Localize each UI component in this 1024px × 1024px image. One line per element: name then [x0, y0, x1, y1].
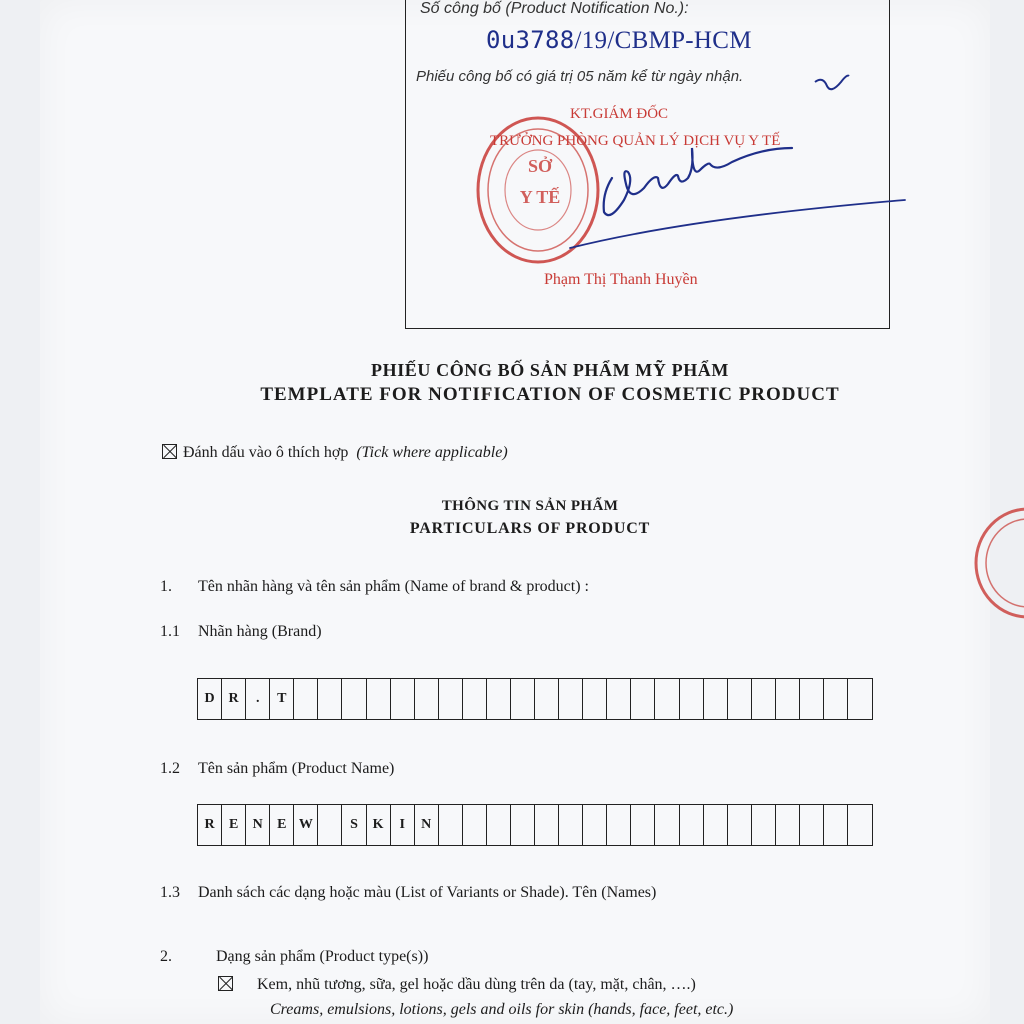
- official-title-2: TRƯỞNG PHÒNG QUẢN LÝ DỊCH VỤ Y TẾ: [490, 133, 781, 149]
- brand-cell: [583, 679, 607, 719]
- brand-cell: [800, 679, 824, 719]
- handwritten-signature: [560, 60, 920, 260]
- brand-cell: [535, 679, 559, 719]
- brand-cell: [439, 679, 463, 719]
- tick-instruction-en: (Tick where applicable): [356, 444, 508, 461]
- product-name-cells: [197, 804, 873, 846]
- item-1-2: [160, 760, 394, 778]
- brand-cell: D: [198, 679, 222, 719]
- product-name-cell: [776, 805, 800, 845]
- item-1-1-number: 1.1: [160, 623, 180, 640]
- brand-cell: T: [270, 679, 294, 719]
- official-title-1: KT.GIÁM ĐỐC: [570, 106, 669, 122]
- brand-cell: [391, 679, 415, 719]
- brand-cell: .: [246, 679, 270, 719]
- item-1-1-text: Nhãn hàng (Brand): [198, 623, 322, 640]
- section-title-vi: THÔNG TIN SẢN PHẨM: [441, 498, 619, 514]
- brand-cell: [294, 679, 318, 719]
- tick-instruction: [162, 444, 508, 462]
- brand-cell: [848, 679, 872, 719]
- product-name-cell: [463, 805, 487, 845]
- item-1-2-number: 1.2: [160, 760, 180, 777]
- item-2-number: 2.: [160, 948, 172, 965]
- product-name-cell: [680, 805, 704, 845]
- item-2-option-1: [218, 976, 696, 994]
- brand-cell: [415, 679, 439, 719]
- product-name-cell: E: [222, 805, 246, 845]
- notification-number-handwritten: 0u3788: [486, 26, 575, 54]
- product-name-cell: [848, 805, 872, 845]
- product-name-cell: N: [246, 805, 270, 845]
- product-name-cell: [752, 805, 776, 845]
- seal-text-so: SỞ: [527, 156, 553, 176]
- brand-cell: [607, 679, 631, 719]
- product-name-cell: [800, 805, 824, 845]
- brand-cell: [680, 679, 704, 719]
- tick-instruction-vi: Đánh dấu vào ô thích hợp: [183, 444, 349, 461]
- item-1: [160, 578, 589, 596]
- item-1-3: [160, 884, 656, 902]
- product-name-cell: [583, 805, 607, 845]
- product-name-cell: [631, 805, 655, 845]
- product-name-cell: W: [294, 805, 318, 845]
- brand-cell: [463, 679, 487, 719]
- product-name-cell: [607, 805, 631, 845]
- brand-cell: [655, 679, 679, 719]
- brand-cells: [197, 678, 873, 720]
- brand-cell: [342, 679, 366, 719]
- item-2-option-1-vi: Kem, nhũ tương, sữa, gel hoặc dầu dùng trên da (tay, mặt, chân, ….): [257, 976, 696, 993]
- product-name-cell: S: [342, 805, 366, 845]
- product-name-cell: [487, 805, 511, 845]
- product-name-cell: E: [270, 805, 294, 845]
- brand-cell: [559, 679, 583, 719]
- notification-number-suffix: /19/CBMP-HCM: [574, 27, 752, 54]
- item-1-2-text: Tên sản phẩm (Product Name): [198, 760, 395, 777]
- product-name-cell: I: [391, 805, 415, 845]
- item-1-number: 1.: [160, 578, 172, 595]
- signer-name: Phạm Thị Thanh Huyền: [544, 271, 698, 288]
- brand-cell: [511, 679, 535, 719]
- product-name-cell: [704, 805, 728, 845]
- brand-cell: [728, 679, 752, 719]
- item-2-text: Dạng sản phẩm (Product type(s)): [216, 948, 429, 965]
- checked-box-icon: [218, 976, 233, 991]
- section-title-en: PARTICULARS OF PRODUCT: [409, 520, 651, 537]
- seal-text-yte: Y TẾ: [519, 187, 561, 207]
- product-name-cell: [511, 805, 535, 845]
- item-1-1: [160, 623, 322, 641]
- validity-note: Phiếu công bố có giá trị 05 năm kể từ ngày nhận.: [416, 68, 744, 85]
- brand-cell: [318, 679, 342, 719]
- item-1-text: Tên nhãn hàng và tên sản phẩm (Name of brand & product) :: [198, 578, 589, 595]
- notification-label: Số công bố (Product Notification No.):: [420, 0, 689, 17]
- brand-cell: [752, 679, 776, 719]
- title-english: TEMPLATE FOR NOTIFICATION OF COSMETIC PRODUCT: [260, 384, 840, 405]
- product-name-cell: R: [198, 805, 222, 845]
- product-name-cell: [824, 805, 848, 845]
- brand-cell: [367, 679, 391, 719]
- item-1-3-text: Danh sách các dạng hoặc màu (List of Variants or Shade). Tên (Names): [198, 884, 657, 901]
- item-2-option-1-en: Creams, emulsions, lotions, gels and oils for skin (hands, face, feet, etc.): [270, 1001, 734, 1018]
- product-name-cell: [439, 805, 463, 845]
- product-name-cell: [655, 805, 679, 845]
- item-1-3-number: 1.3: [160, 884, 180, 901]
- product-name-cell: [728, 805, 752, 845]
- brand-cell: [631, 679, 655, 719]
- product-name-cell: [535, 805, 559, 845]
- product-name-cell: [559, 805, 583, 845]
- brand-cell: [487, 679, 511, 719]
- brand-cell: [704, 679, 728, 719]
- product-name-cell: K: [367, 805, 391, 845]
- brand-cell: [776, 679, 800, 719]
- brand-cell: R: [222, 679, 246, 719]
- checked-box-icon: [162, 444, 177, 459]
- item-2: [160, 948, 428, 966]
- notification-number: [486, 26, 752, 55]
- product-name-cell: N: [415, 805, 439, 845]
- product-name-cell: [318, 805, 342, 845]
- brand-cell: [824, 679, 848, 719]
- title-vietnamese: PHIẾU CÔNG BỐ SẢN PHẨM MỸ PHẨM: [371, 360, 729, 380]
